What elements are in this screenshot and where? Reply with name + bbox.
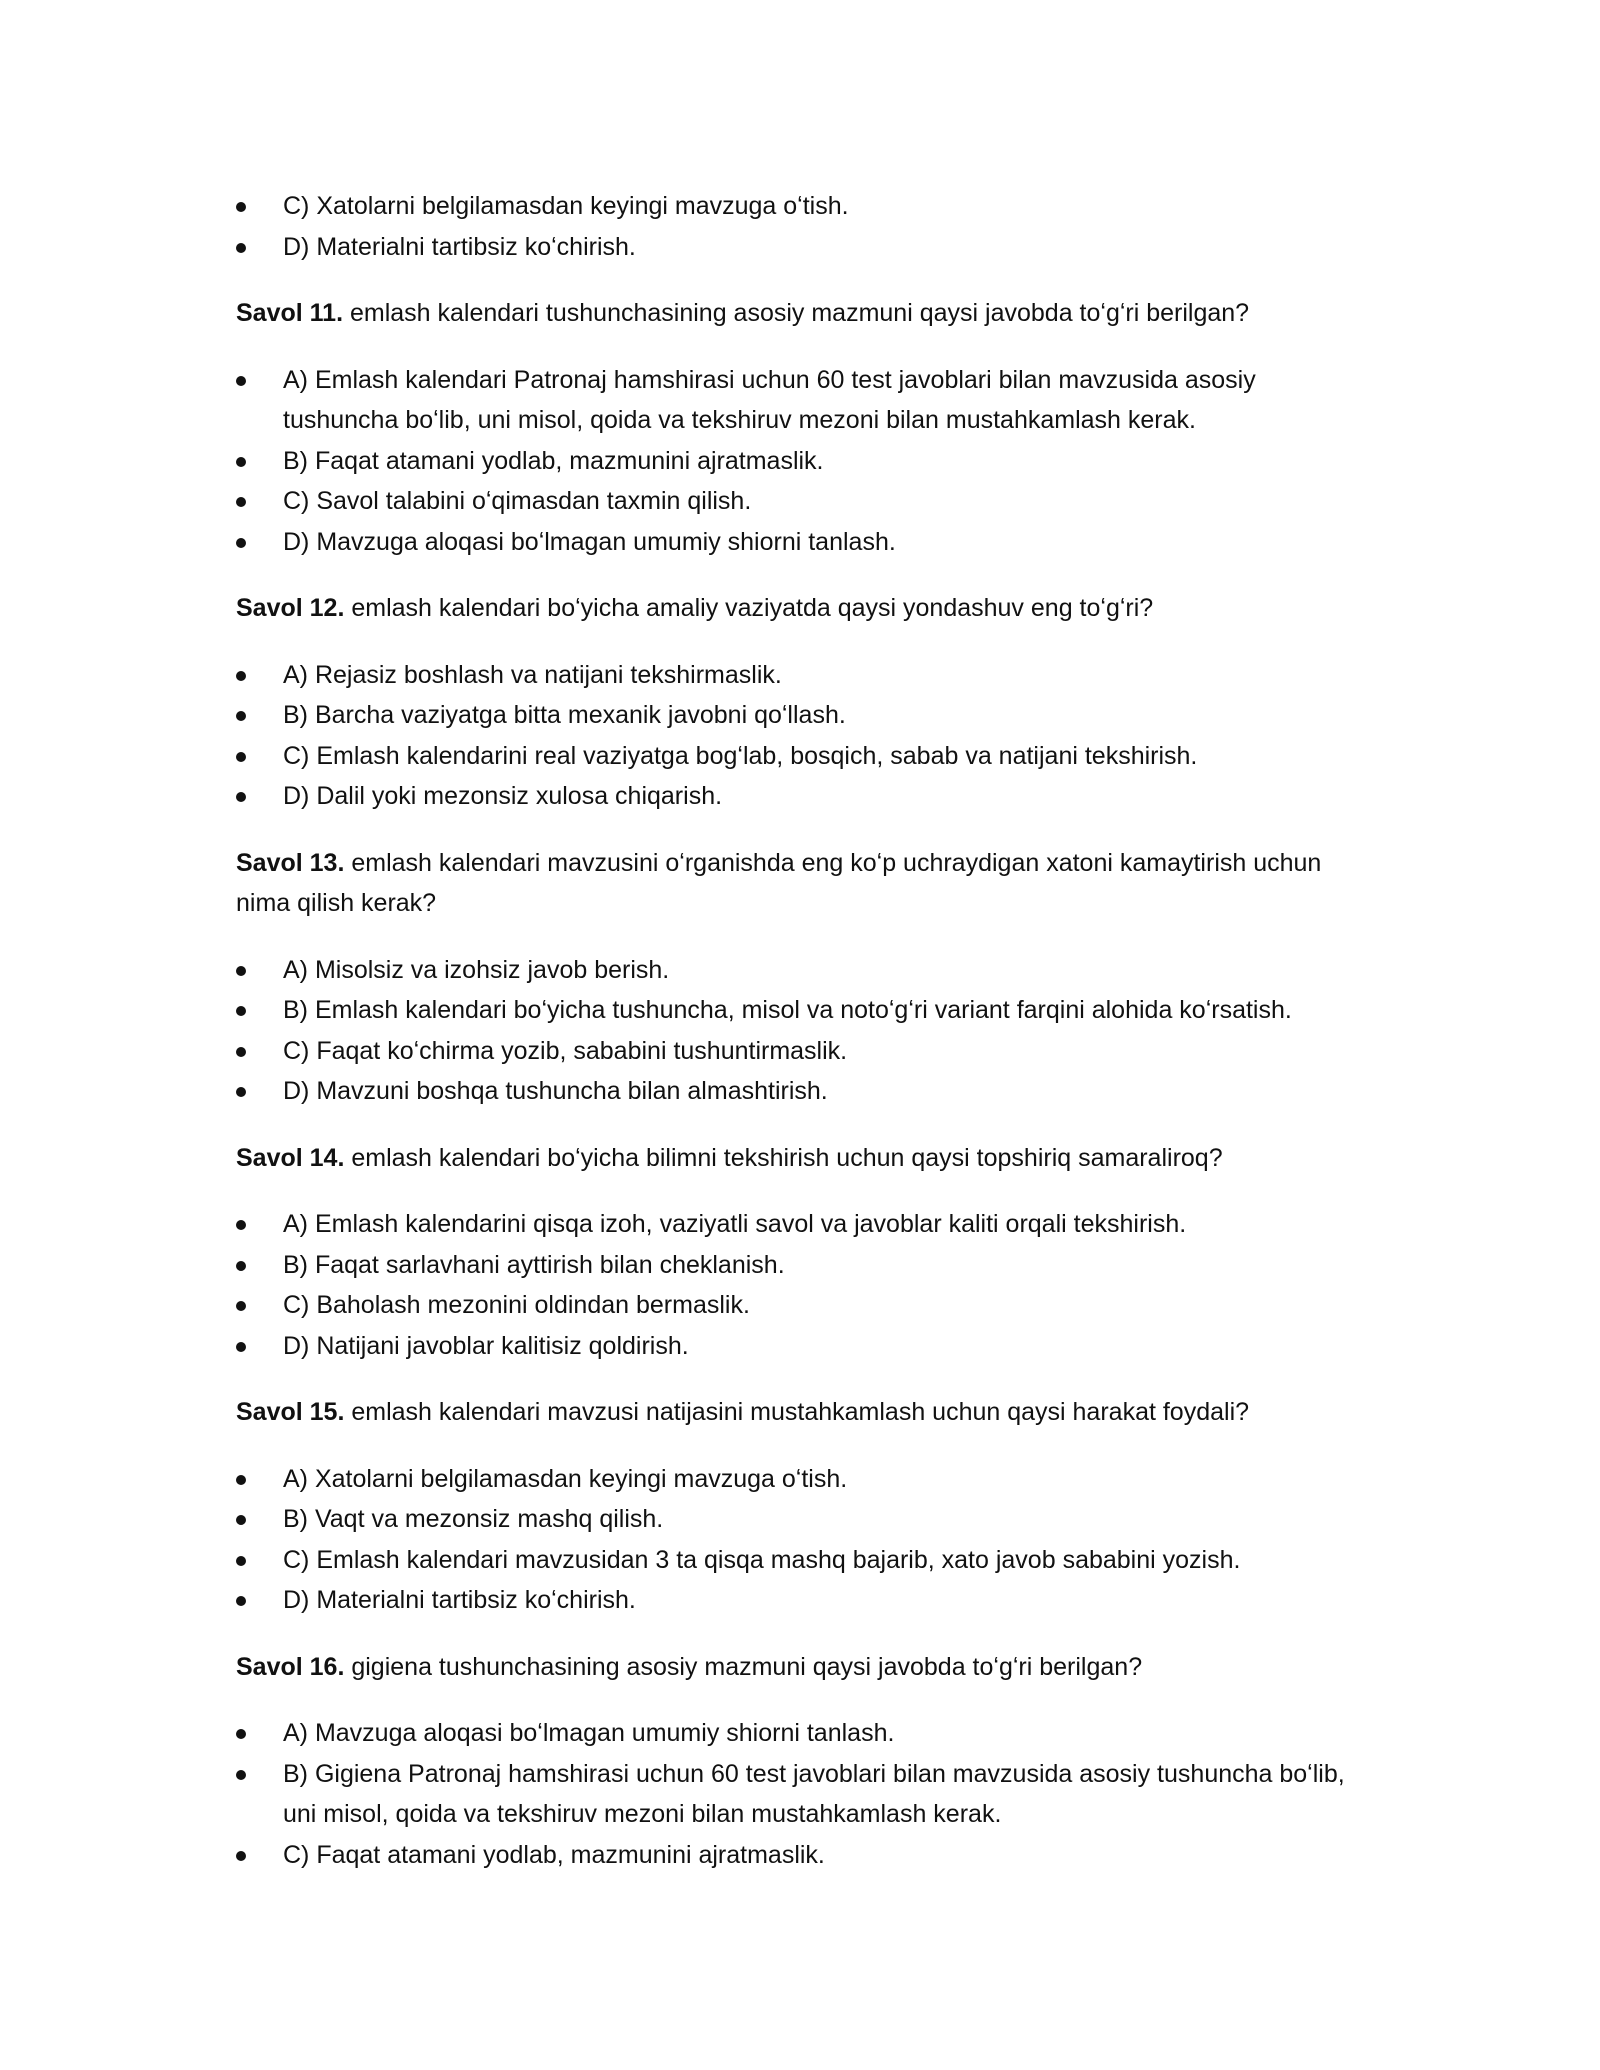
bullet-icon [236, 1770, 246, 1780]
bullet-icon [236, 1342, 246, 1352]
option-item [236, 950, 1366, 991]
question-text [236, 588, 1366, 629]
question-body: emlash kalendari mavzusi natijasini mustahkamlash uchun qaysi harakat foydali? [344, 1398, 1250, 1426]
option-item [236, 695, 1366, 736]
question-text [236, 1392, 1366, 1433]
option-item [236, 1580, 1366, 1621]
option-item [236, 1204, 1366, 1245]
question-body: emlash kalendari boʻyicha bilimni tekshirish uchun qaysi topshiriq samaraliroq? [344, 1143, 1223, 1172]
option-text: C) Xatolarni belgilamasdan keyingi mavzuga oʻtish. [283, 192, 849, 220]
bullet-icon [236, 202, 246, 212]
option-text: C) Baholash mezonini oldindan bermaslik. [283, 1291, 750, 1319]
question-text [236, 1138, 1366, 1179]
option-text: B) Gigiena Patronaj hamshirasi uchun 60 test javoblari bilan mavzusida asosiy tushuncha boʻlib, uni misol, qoida va tekshiruv mezoni bilan mustahkamlash kerak. [283, 1759, 1345, 1828]
bullet-icon [236, 1475, 246, 1485]
option-text: B) Vaqt va mezonsiz mashq qilish. [283, 1505, 664, 1533]
option-item [236, 522, 1366, 563]
bullet-icon [236, 792, 246, 802]
option-text: C) Faqat atamani yodlab, mazmunini ajratmaslik. [283, 1840, 825, 1869]
bullet-icon [236, 1220, 246, 1230]
question-body: emlash kalendari boʻyicha amaliy vaziyatda qaysi yondashuv eng toʻgʻri? [344, 594, 1154, 622]
bullet-icon [236, 1556, 246, 1566]
option-text: D) Dalil yoki mezonsiz xulosa chiqarish. [283, 782, 723, 810]
question-label: Savol 14. [236, 1143, 345, 1172]
bullet-icon [236, 1851, 246, 1861]
option-item [236, 1540, 1366, 1581]
bullet-icon [236, 1047, 246, 1057]
option-text: A) Emlash kalendari Patronaj hamshirasi uchun 60 test javoblari bilan mavzusida asosiy tushuncha boʻlib, uni misol, qoida va tekshiruv mezoni bilan mustahkamlash kerak. [283, 365, 1256, 434]
option-text: B) Faqat atamani yodlab, mazmunini ajratmaslik. [283, 446, 824, 475]
question-text [236, 843, 1366, 924]
question-text [236, 293, 1366, 334]
option-item [236, 1459, 1366, 1500]
bullet-icon [236, 457, 246, 467]
option-text: D) Materialni tartibsiz koʻchirish. [283, 1586, 636, 1614]
option-text: B) Barcha vaziyatga bitta mexanik javobni qoʻllash. [283, 701, 846, 729]
option-item [236, 1499, 1366, 1540]
option-item [236, 1713, 1366, 1754]
option-text: A) Emlash kalendarini qisqa izoh, vaziyatli savol va javoblar kaliti orqali tekshirish. [283, 1210, 1187, 1238]
bullet-icon [236, 1515, 246, 1525]
option-text: B) Emlash kalendari boʻyicha tushuncha, misol va notoʻgʻri variant farqini alohida koʻrsatish. [283, 996, 1292, 1024]
option-text: D) Mavzuni boshqa tushuncha bilan almashtirish. [283, 1077, 828, 1105]
option-text: A) Misolsiz va izohsiz javob berish. [283, 955, 670, 984]
option-item [236, 441, 1366, 482]
option-item [236, 1285, 1366, 1326]
question-label: Savol 16. [236, 1652, 345, 1681]
option-text: A) Xatolarni belgilamasdan keyingi mavzuga oʻtish. [283, 1464, 848, 1493]
option-text: C) Savol talabini oʻqimasdan taxmin qilish. [283, 487, 752, 515]
option-text: C) Emlash kalendari mavzusidan 3 ta qisqa mashq bajarib, xato javob sababini yozish. [283, 1545, 1241, 1574]
bullet-icon [236, 966, 246, 976]
option-text: B) Faqat sarlavhani ayttirish bilan cheklanish. [283, 1250, 785, 1279]
option-list [236, 186, 1366, 267]
bullet-icon [236, 1006, 246, 1016]
document-page [236, 186, 1366, 1875]
question-label: Savol 12. [236, 594, 345, 622]
option-item [236, 776, 1366, 817]
option-item [236, 1031, 1366, 1072]
bullet-icon [236, 1261, 246, 1271]
option-list [236, 1204, 1366, 1366]
option-text: C) Emlash kalendarini real vaziyatga bogʻlab, bosqich, sabab va natijani tekshirish. [283, 741, 1198, 770]
option-item [236, 1326, 1366, 1367]
option-item [236, 736, 1366, 777]
question-body: gigiena tushunchasining asosiy mazmuni qaysi javobda toʻgʻri berilgan? [344, 1652, 1143, 1681]
option-text: A) Rejasiz boshlash va natijani tekshirmaslik. [283, 660, 782, 689]
question-label: Savol 13. [236, 848, 345, 877]
option-list [236, 655, 1366, 817]
bullet-icon [236, 497, 246, 507]
option-item [236, 655, 1366, 696]
option-text: D) Mavzuga aloqasi boʻlmagan umumiy shiorni tanlash. [283, 527, 896, 556]
option-list [236, 1459, 1366, 1621]
option-text: C) Faqat koʻchirma yozib, sababini tushuntirmaslik. [283, 1036, 848, 1065]
option-list [236, 360, 1366, 563]
option-item [236, 360, 1366, 441]
option-list [236, 1713, 1366, 1875]
question-body: emlash kalendari mavzusini oʻrganishda eng koʻp uchraydigan xatoni kamaytirish uchun nima qilish kerak? [236, 848, 1322, 917]
bullet-icon [236, 243, 246, 253]
question-text [236, 1647, 1366, 1688]
option-item [236, 186, 1366, 227]
bullet-icon [236, 1301, 246, 1311]
bullet-icon [236, 538, 246, 548]
option-item [236, 227, 1366, 268]
option-text: D) Natijani javoblar kalitisiz qoldirish. [283, 1331, 689, 1360]
option-item [236, 1835, 1366, 1876]
bullet-icon [236, 671, 246, 681]
option-item [236, 1754, 1366, 1835]
option-item [236, 481, 1366, 522]
bullet-icon [236, 1596, 246, 1606]
bullet-icon [236, 711, 246, 721]
option-item [236, 1245, 1366, 1286]
option-list [236, 950, 1366, 1112]
bullet-icon [236, 1087, 246, 1097]
question-body: emlash kalendari tushunchasining asosiy mazmuni qaysi javobda toʻgʻri berilgan? [343, 299, 1250, 327]
question-label: Savol 11. [236, 299, 344, 327]
bullet-icon [236, 1729, 246, 1739]
option-text: A) Mavzuga aloqasi boʻlmagan umumiy shiorni tanlash. [283, 1719, 895, 1747]
bullet-icon [236, 376, 246, 386]
option-item [236, 990, 1366, 1031]
bullet-icon [236, 752, 246, 762]
option-text: D) Materialni tartibsiz koʻchirish. [283, 232, 636, 261]
option-item [236, 1071, 1366, 1112]
question-label: Savol 15. [236, 1398, 345, 1426]
